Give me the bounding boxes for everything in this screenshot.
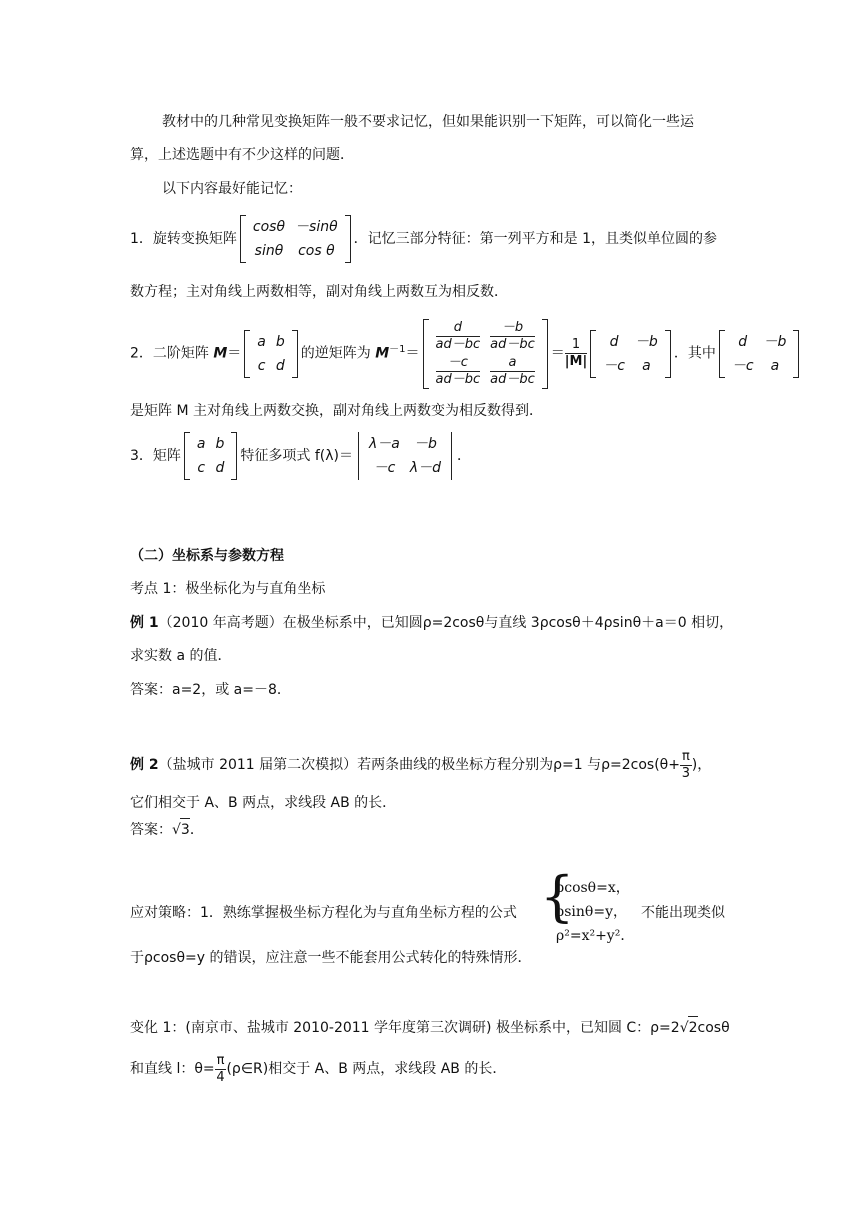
variation-1-line-1: 变化 1：(南京市、盐城市 2010-2011 学年度第三次调研) 极坐标系中，已知圆 C：ρ=2√2cosθ — [130, 1016, 730, 1039]
matrix-cell: －sinθ — [295, 219, 338, 235]
inverse-matrix — [423, 319, 548, 389]
example-2-answer: 答案：√3． — [130, 818, 204, 841]
matrix-cell: c — [197, 460, 206, 476]
numerator: d — [436, 320, 481, 337]
numerator: 1 — [565, 337, 587, 354]
rotation-matrix — [240, 215, 351, 263]
det-cell: －b — [414, 436, 437, 452]
equals: ＝ — [405, 345, 420, 362]
numerator: π — [216, 1052, 225, 1068]
det-cell: λ－d — [409, 460, 442, 476]
denominator: ad－bc — [490, 336, 535, 352]
intro-line-3: 以下内容最好能记忆： — [162, 181, 302, 197]
variation-text-cont: (ρ∈R)相交于 A、B 两点，求线段 AB 的长． — [226, 1061, 507, 1077]
matrix-cell: d — [609, 333, 619, 350]
fraction — [436, 320, 481, 353]
variation-text: 和直线 l：θ= — [130, 1061, 215, 1077]
equals: ＝ — [227, 345, 242, 362]
strategy-line-2: 于ρcosθ=y 的错误，应注意一些不能套用公式转化的特殊情形． — [130, 950, 532, 966]
matrix-cell: －b — [634, 333, 658, 350]
matrix-cell: b — [215, 436, 225, 452]
numerator: －c — [436, 355, 481, 372]
formula-line: ρsinθ=y， — [556, 904, 627, 920]
item2-prefix: 2．二阶矩阵 — [130, 345, 214, 362]
matrix-cell: cosθ — [252, 219, 286, 235]
inverse-exponent: －1 — [389, 344, 406, 355]
answer-prefix: 答案： — [130, 822, 172, 838]
formula-system — [556, 876, 634, 948]
item2-line-2: 是矩阵 M 主对角线上两数交换，副对角线上两数变为相反数得到． — [130, 403, 543, 419]
example-1-answer: 答案：a=2，或 a=－8． — [130, 682, 291, 698]
matrix-cell: a — [642, 357, 651, 374]
answer-suffix: ． — [189, 822, 204, 838]
example-2-text: （盐城市 2011 届第二次模拟）若两条曲线的极坐标方程分别为ρ=1 与ρ=2cos(θ+ — [158, 757, 680, 773]
numerator: －b — [490, 320, 535, 337]
det-cell: λ－a — [369, 436, 400, 452]
numerator: π — [681, 748, 690, 764]
pi-over-3 — [680, 749, 692, 782]
strategy-text-cont: 不能出现类似 — [641, 905, 725, 921]
matrix-cell: －c — [603, 357, 625, 374]
close-paren: )， — [691, 757, 712, 773]
fraction — [490, 355, 535, 388]
denominator: 3 — [681, 765, 691, 781]
fraction — [436, 355, 481, 388]
example-2-line-2: 它们相交于 A、B 两点，求线段 AB 的长． — [130, 795, 397, 811]
matrix-cell: d — [275, 357, 285, 374]
matrix-cell: a — [196, 436, 206, 452]
example-2-line-1 — [130, 748, 711, 782]
item1-prefix: 1．旋转变换矩阵 — [130, 231, 237, 247]
intro-line-1: 教材中的几种常见变换矩阵一般不要求记忆，但如果能识别一下矩阵，可以简化一些运 — [162, 114, 694, 130]
formula-line: ρcosθ=x， — [556, 880, 630, 896]
item2-mid2: ．其中 — [673, 345, 716, 362]
matrix-cell: sinθ — [254, 243, 284, 259]
example-1-label: 例 1 — [130, 615, 159, 631]
denominator: |M| — [564, 354, 588, 370]
determinant — [356, 432, 454, 480]
pi-over-4 — [215, 1053, 227, 1086]
matrix-cell: －c — [731, 357, 754, 374]
matrix-abcd — [244, 330, 297, 378]
numerator: a — [490, 355, 535, 372]
matrix-cell: d — [215, 460, 225, 476]
variation-text: 变化 1：(南京市、盐城市 2010-2011 学年度第三次调研) 极坐标系中，已知圆 C：ρ=2 — [130, 1020, 680, 1036]
matrix-abcd — [184, 432, 237, 480]
item1-line — [130, 213, 717, 265]
matrix-cell: cos θ — [298, 243, 335, 259]
sqrt-radicand: 3 — [180, 818, 190, 841]
point-1: 考点 1：极坐标化为与直角坐标 — [130, 581, 326, 597]
denominator: ad－bc — [490, 371, 535, 387]
adjugate-matrix — [590, 330, 671, 378]
adjugate-matrix-repeat — [719, 330, 800, 378]
variation-1-line-2 — [130, 1052, 506, 1086]
matrix-m: M — [213, 345, 228, 362]
denominator: ad－bc — [435, 371, 481, 387]
item3-mid: 特征多项式 f(λ)＝ — [240, 448, 353, 464]
sqrt-radicand: 2 — [688, 1016, 698, 1039]
item2-mid: 的逆矩阵为 — [300, 345, 376, 362]
item3-suffix: ． — [457, 448, 472, 464]
fraction — [490, 320, 535, 353]
equals: ＝ — [550, 345, 565, 362]
matrix-cell: c — [257, 357, 266, 374]
example-2-label: 例 2 — [130, 757, 159, 773]
item2-line — [130, 312, 802, 392]
matrix-cell: b — [275, 333, 285, 350]
example-1-line-1 — [130, 612, 733, 634]
intro-line-2: 算，上述选题中有不少这样的问题． — [130, 147, 354, 163]
denominator: ad－bc — [435, 336, 481, 352]
item1-suffix: ．记忆三部分特征：第一列平方和是 1，且类似单位圆的参 — [353, 231, 718, 247]
strategy-text: 应对策略：1．熟练掌握极坐标方程化为与直角坐标方程的公式 — [130, 905, 517, 921]
det-cell: －c — [373, 460, 396, 476]
matrix-cell: a — [257, 333, 266, 350]
matrix-cell: －b — [763, 333, 787, 350]
matrix-m-inverse: M — [375, 345, 390, 362]
formula-line: ρ²=x²+y²． — [556, 928, 635, 944]
item3-line — [130, 430, 471, 482]
example-1-text: （2010 年高考题）在极坐标系中，已知圆ρ=2cosθ与直线 3ρcosθ＋4ρsinθ＋a＝0 相切， — [158, 615, 734, 631]
matrix-cell: d — [738, 333, 748, 350]
denominator: 4 — [216, 1069, 225, 1085]
example-1-line-2: 求实数 a 的值． — [130, 648, 232, 664]
matrix-cell: a — [770, 357, 780, 374]
item3-prefix: 3．矩阵 — [130, 448, 181, 464]
variation-text-cont: cosθ — [697, 1020, 730, 1036]
section-title: （二）坐标系与参数方程 — [130, 548, 284, 564]
coefficient-fraction — [565, 337, 587, 370]
left-brace: { — [540, 865, 575, 928]
item1-line-2: 数方程；主对角线上两数相等，副对角线上两数互为相反数． — [130, 284, 508, 300]
